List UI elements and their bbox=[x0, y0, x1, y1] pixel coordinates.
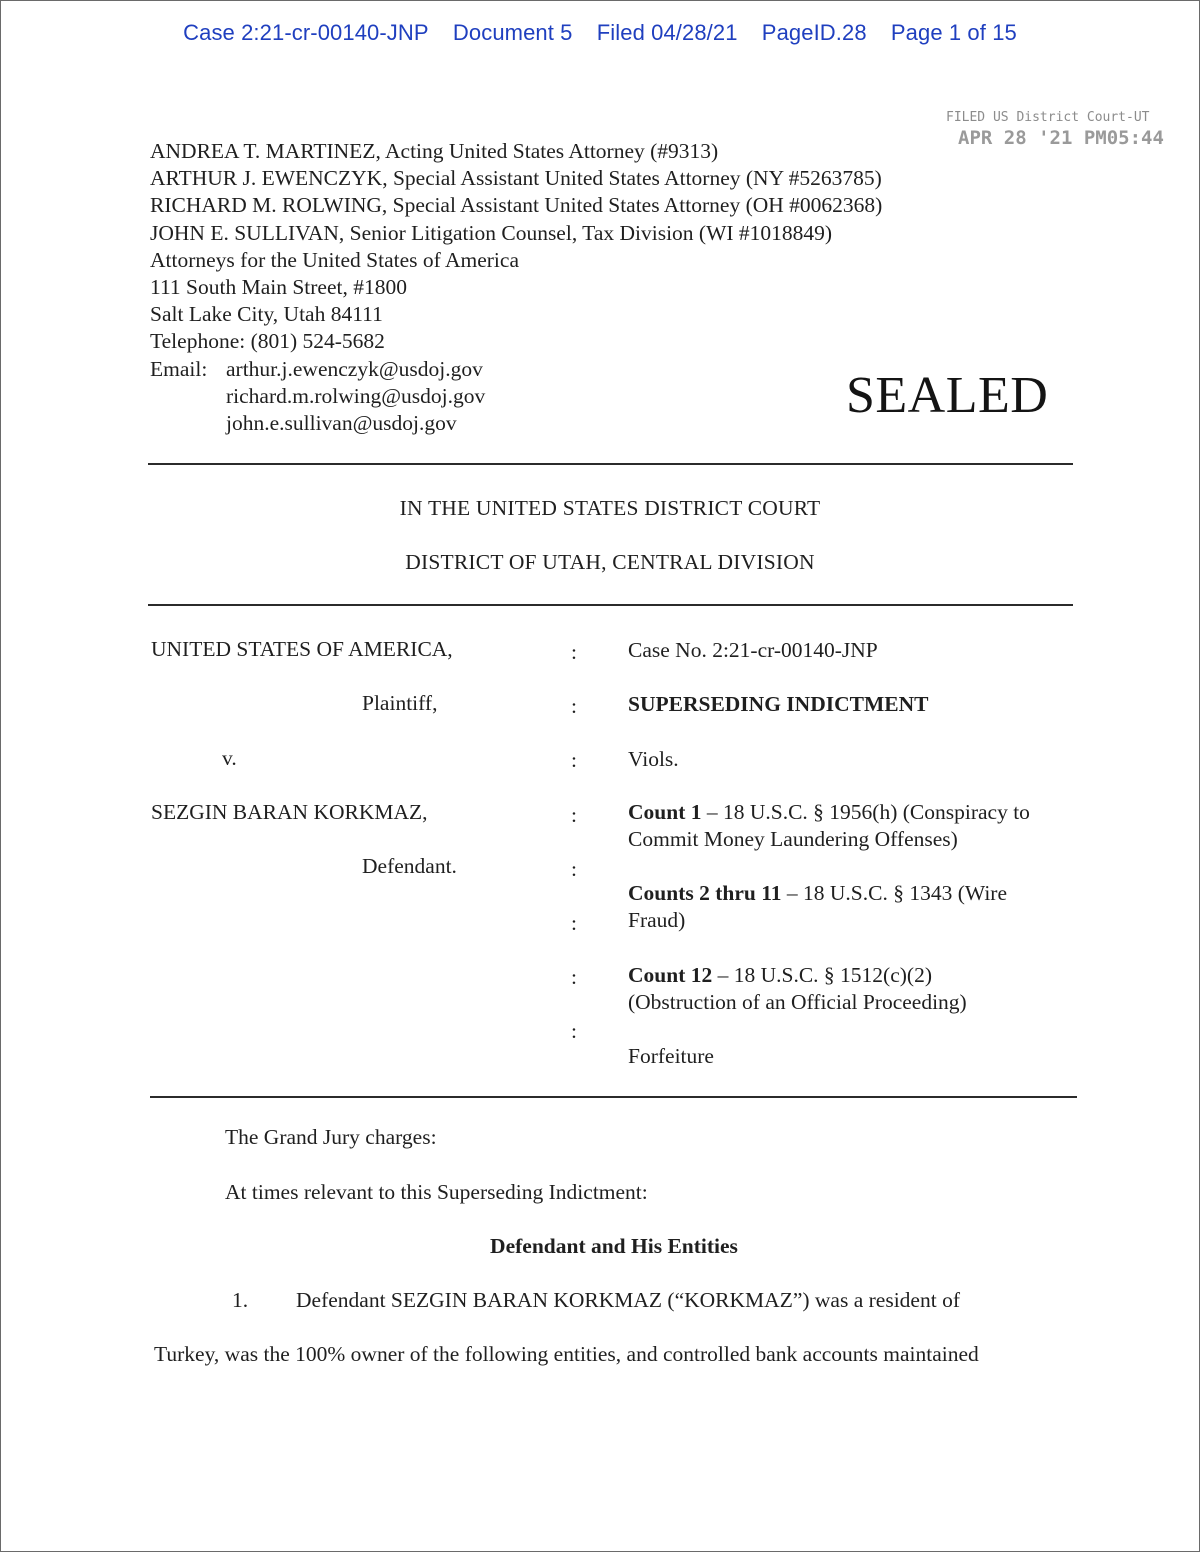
divider bbox=[148, 463, 1073, 465]
filed-stamp bbox=[946, 110, 1164, 149]
document-title-text: SUPERSEDING INDICTMENT bbox=[628, 692, 929, 716]
address-line: 111 South Main Street, #1800 bbox=[150, 275, 407, 300]
divider bbox=[150, 1096, 1077, 1098]
email-address: arthur.j.ewenczyk@usdoj.gov bbox=[226, 356, 483, 381]
count-entry bbox=[628, 880, 1068, 934]
caption-colon: : bbox=[571, 803, 577, 827]
caption-colon: : bbox=[571, 965, 577, 989]
divider bbox=[148, 604, 1073, 606]
forfeiture-label: Forfeiture bbox=[628, 1044, 714, 1068]
filed-stamp-date: APR 28 '21 PM05:44 bbox=[958, 127, 1164, 149]
caption-colon: : bbox=[571, 857, 577, 881]
count-description: – 18 U.S.C. § 1956(h) (Conspiracy to Commit Money Laundering Offenses) bbox=[628, 800, 1030, 851]
email-label: Email: bbox=[150, 356, 208, 381]
count-label: Count 12 bbox=[628, 963, 713, 987]
attorney-line: JOHN E. SULLIVAN, Senior Litigation Counsel, Tax Division (WI #1018849) bbox=[150, 220, 833, 245]
attorney-block bbox=[150, 138, 882, 437]
attorney-line: Attorneys for the United States of America bbox=[150, 247, 519, 272]
defendant-role: Defendant. bbox=[362, 854, 457, 878]
caption-colon: : bbox=[571, 640, 577, 664]
caption-colon: : bbox=[571, 748, 577, 772]
count-label: Count 1 bbox=[628, 800, 702, 824]
count-entry bbox=[628, 799, 1058, 853]
sealed-label: SEALED bbox=[846, 367, 1049, 424]
relevant-times: At times relevant to this Superseding Indictment: bbox=[225, 1180, 648, 1204]
violations-label: Viols. bbox=[628, 747, 679, 771]
ecf-page-id: PageID.28 bbox=[761, 20, 867, 45]
ecf-page-count: Page 1 of 15 bbox=[890, 20, 1017, 45]
count-description: – 18 U.S.C. § 1343 (Wire Fraud) bbox=[628, 881, 1007, 932]
attorney-line: ARTHUR J. EWENCZYK, Special Assistant United States Attorney (NY #5263785) bbox=[150, 166, 882, 191]
court-name: IN THE UNITED STATES DISTRICT COURT bbox=[399, 496, 821, 520]
defendant-name: SEZGIN BARAN KORKMAZ, bbox=[151, 800, 428, 824]
caption-colon: : bbox=[571, 911, 577, 935]
email-line bbox=[150, 356, 882, 383]
filed-stamp-court: FILED US District Court-UT bbox=[946, 110, 1150, 125]
paragraph-text: Defendant SEZGIN BARAN KORKMAZ (“KORKMAZ”) was a resident of bbox=[296, 1288, 960, 1312]
count-label: Counts 2 thru 11 bbox=[628, 881, 782, 905]
attorney-line: ANDREA T. MARTINEZ, Acting United States Attorney (#9313) bbox=[150, 139, 719, 163]
plaintiff-role: Plaintiff, bbox=[362, 691, 438, 715]
document-title bbox=[628, 691, 1068, 718]
ecf-header bbox=[0, 20, 1200, 46]
paragraph-text: Turkey, was the 100% owner of the following entities, and controlled bank accounts maintained bbox=[154, 1342, 979, 1366]
court-division: DISTRICT OF UTAH, CENTRAL DIVISION bbox=[405, 550, 815, 574]
count-description: – 18 U.S.C. § 1512(c)(2) (Obstruction of an Official Proceeding) bbox=[628, 963, 967, 1014]
case-number: Case No. 2:21-cr-00140-JNP bbox=[628, 638, 878, 662]
address-line: Salt Lake City, Utah 84111 bbox=[150, 302, 383, 327]
caption-colon: : bbox=[571, 694, 577, 718]
paragraph-number: 1. bbox=[232, 1288, 249, 1312]
telephone-line: Telephone: (801) 524-5682 bbox=[150, 329, 385, 354]
ecf-filed-date: Filed 04/28/21 bbox=[596, 20, 738, 45]
versus-label: v. bbox=[222, 746, 237, 770]
ecf-document-number: Document 5 bbox=[452, 20, 573, 45]
ecf-case-number: Case 2:21-cr-00140-JNP bbox=[183, 20, 429, 45]
email-address: john.e.sullivan@usdoj.gov bbox=[226, 411, 457, 436]
plaintiff-name: UNITED STATES OF AMERICA, bbox=[151, 637, 453, 661]
section-heading: Defendant and His Entities bbox=[490, 1234, 738, 1258]
email-address: richard.m.rolwing@usdoj.gov bbox=[226, 383, 486, 408]
count-entry bbox=[628, 962, 1028, 1016]
grand-jury-charges: The Grand Jury charges: bbox=[225, 1125, 437, 1149]
caption-colon: : bbox=[571, 1019, 577, 1043]
attorney-line: RICHARD M. ROLWING, Special Assistant United States Attorney (OH #0062368) bbox=[150, 193, 883, 218]
